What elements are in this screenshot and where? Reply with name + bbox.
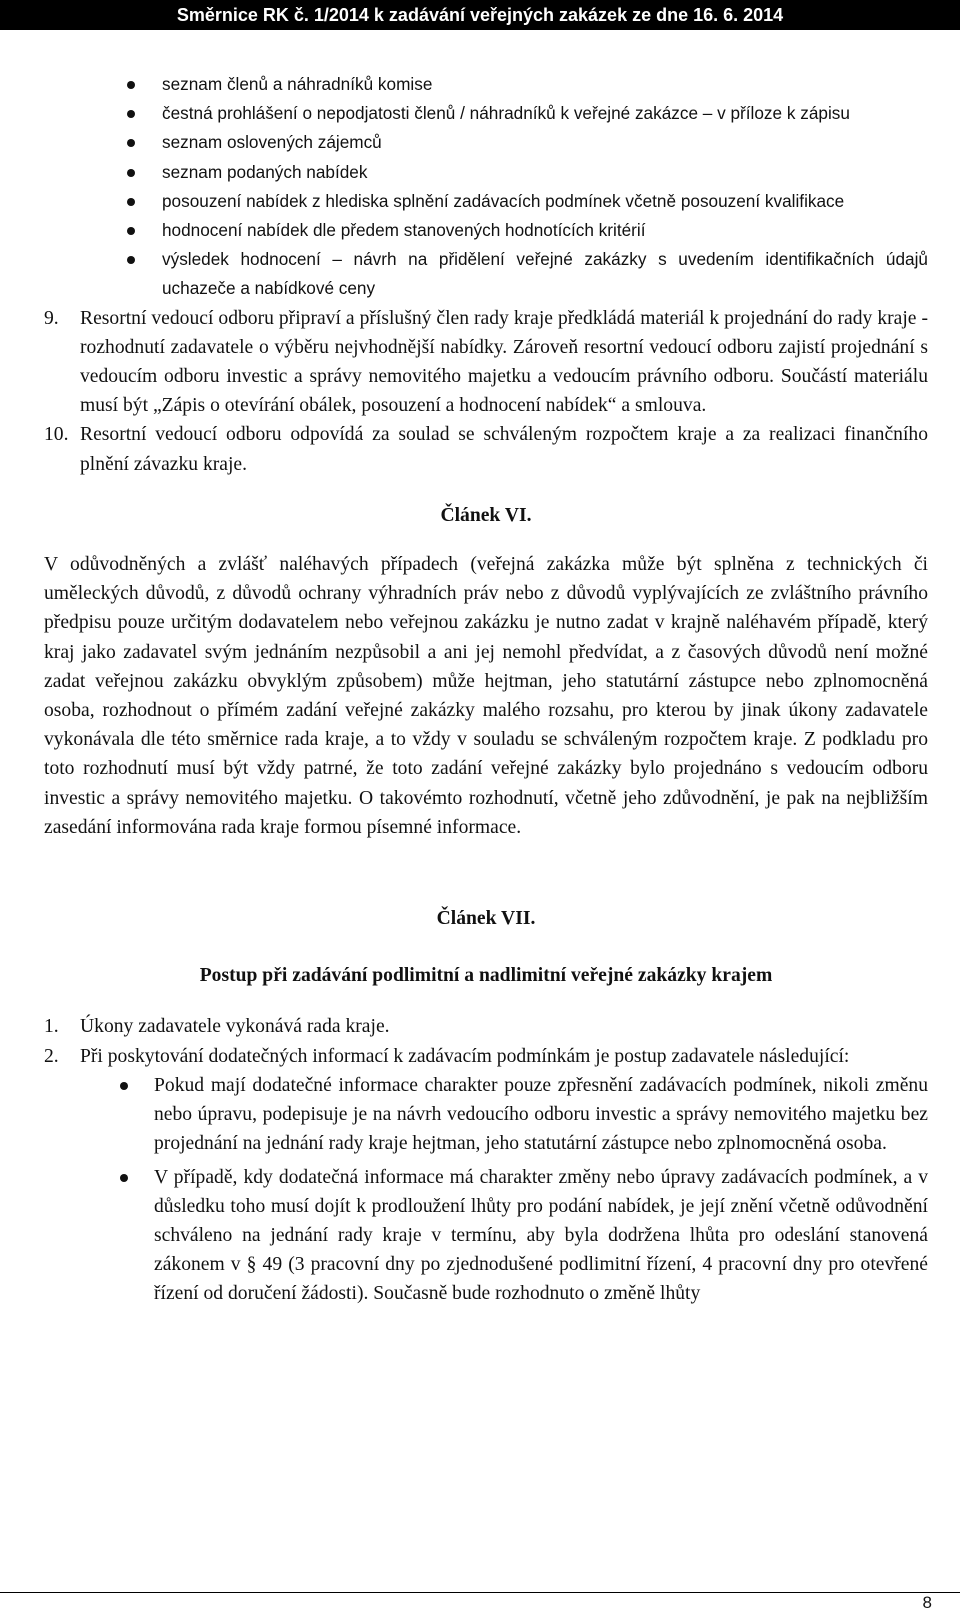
list-item: čestná prohlášení o nepodjatosti členů / náhradníků k veřejné zakázce – v příloze k zápisu: [44, 99, 928, 128]
item-number: 2.: [44, 1045, 59, 1067]
page-body: [44, 70, 928, 1309]
item-text: Resortní vedoucí odboru připraví a příslušný člen rady kraje předkládá materiál k projednání do rady kraje - rozhodnutí zadavatele o výběru nejvhodnější nabídky. Zároveň resortní vedoucí odboru zajistí projednání s vedoucím odboru investic a správy nemovitého majetku a vedoucím právního odboru. Součástí materiálu musí být „Zápis o otevírání obálek, posouzení a hodnocení nabídek“ a smlouva.: [80, 307, 928, 417]
page-number: 8: [922, 1593, 932, 1612]
numbered-item-1: [44, 1012, 928, 1041]
bullet-list-top: [44, 70, 928, 304]
list-item: posouzení nabídek z hlediska splnění zadávacích podmínek včetně posouzení kvalifikace: [44, 187, 928, 216]
numbered-item-2: [44, 1042, 928, 1071]
list-item: hodnocení nabídek dle předem stanovených hodnotících kritérií: [44, 216, 928, 245]
list-item: seznam členů a náhradníků komise: [44, 70, 928, 99]
list-item: Pokud mají dodatečné informace charakter pouze zpřesnění zadávacích podmínek, nikoli změnu nebo úpravu, podepisuje je na návrh vedoucího odboru investic a správy nemovitého majetku bez projednání na jednání rady kraje hejtman, jeho statutární zástupce nebo zplnomocněná osoba.: [44, 1071, 928, 1159]
numbered-item-9: [44, 304, 928, 421]
list-item: V případě, kdy dodatečná informace má charakter změny nebo úpravy zadávacích podmínek, a v důsledku toho musí dojít k prodloužení lhůty pro podání nabídek, je její znění včetně odůvodnění schváleno na jednání rady kraje v termínu, aby byla dodržena lhůta pro odeslání stanovená zákonem v § 49 (3 pracovní dny po zjednodušené podlimitní řízení, 4 pracovní dny pro otevřené řízení od doručení žádosti). Současně bude rozhodnuto o změně lhůty: [44, 1163, 928, 1309]
list-item: seznam podaných nabídek: [44, 158, 928, 187]
item-number: 10.: [44, 424, 69, 446]
item-text: Resortní vedoucí odboru odpovídá za soulad se schváleným rozpočtem kraje a za realizaci finančního plnění závazku kraje.: [80, 424, 928, 475]
item-text: Úkony zadavatele vykonává rada kraje.: [80, 1016, 390, 1038]
article-7-title: Článek VII.: [436, 908, 536, 930]
article-6-paragraph: V odůvodněných a zvlášť naléhavých případech (veřejná zakázka může být splněna z technických či uměleckých důvodů, z důvodů ochrany výhradních práv nebo z důvodů vyplývajících ze zvláštního právního předpisu pouze určitým dodavatelem nebo veřejnou zakázku je nutno zadat v krajně naléhavém případě, který kraj jako zadavatel svým jednáním nezpůsobil a ani jej nemohl předvídat, a z časových důvodů není možné zadat veřejnou zakázku obvyklým způsobem) může hejtman, jeho statutární zástupce nebo zplnomocněná osoba, rozhodnout o přímém zadání veřejné zakázky malého rozsahu, pro kterou by jinak úkony zadavatele vykonávala dle této směrnice rada kraje, a to vždy v souladu se schváleným rozpočtem kraje. Z podkladu pro toto rozhodnutí musí být vždy patrné, že toto zadání veřejné zakázky bylo projednáno s vedoucím odboru investic a správy nemovitého majetku. O takovémto rozhodnutí, včetně jeho zdůvodnění, je pak na nejbližším zasedání informována rada kraje formou písemné informace.: [44, 554, 928, 838]
item-text: Při poskytování dodatečných informací k zadávacím podmínkám je postup zadavatele následující:: [80, 1045, 850, 1067]
item-number: 1.: [44, 1016, 59, 1038]
article-6-title: Článek VI.: [440, 504, 532, 526]
article-7-subtitle: Postup při zadávání podlimitní a nadlimitní veřejné zakázky krajem: [199, 965, 773, 987]
list-item: výsledek hodnocení – návrh na přidělení veřejné zakázky s uvedením identifikačních údajů uchazeče a nabídkové ceny: [44, 245, 928, 303]
page-footer: [0, 1592, 960, 1614]
document-header: Směrnice RK č. 1/2014 k zadávání veřejných zakázek ze dne 16. 6. 2014: [0, 0, 960, 30]
item-number: 9.: [44, 307, 59, 329]
numbered-item-10: [44, 420, 928, 478]
list-item: seznam oslovených zájemců: [44, 128, 928, 157]
